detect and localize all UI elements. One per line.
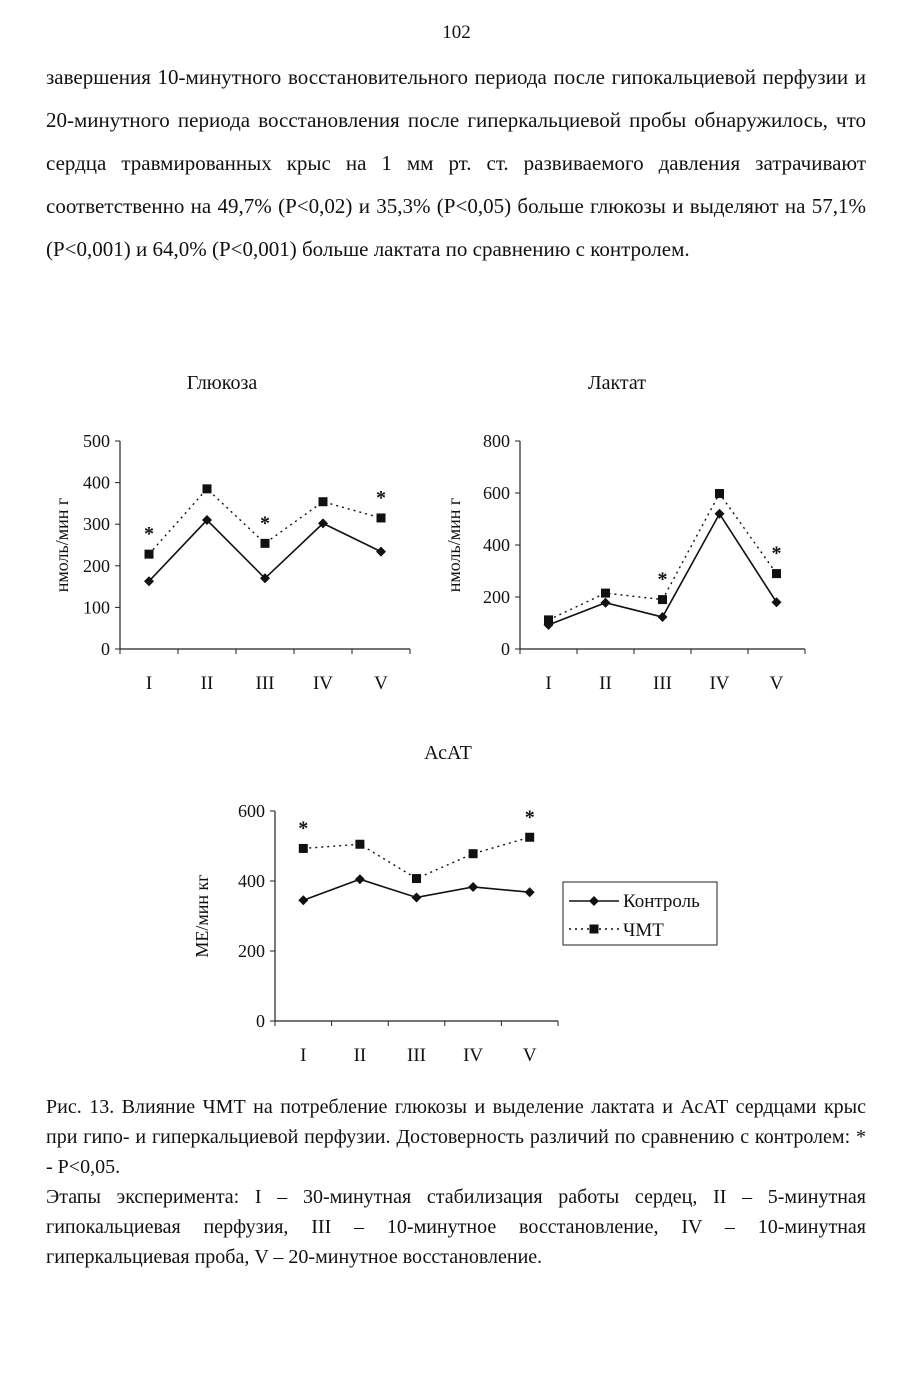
glucose-significance-mark: *	[376, 486, 386, 509]
glucose-y-tick-label: 0	[101, 639, 110, 659]
glucose-tbi-point	[261, 539, 270, 548]
lactate-y-axis-label: нмоль/мин г	[444, 497, 464, 593]
glucose-chart	[52, 431, 410, 694]
asat-tbi-point	[412, 874, 421, 883]
lactate-tbi-point	[658, 595, 667, 604]
glucose-significance-mark: *	[144, 523, 154, 546]
lactate-chart	[444, 431, 805, 694]
glucose-tbi-point	[145, 550, 154, 559]
asat-y-tick-label: 600	[238, 801, 265, 821]
glucose-significance-mark: *	[260, 512, 270, 535]
asat-control-point	[298, 895, 308, 905]
asat-tbi-point	[355, 840, 364, 849]
asat-tbi-point	[299, 844, 308, 853]
glucose-x-tick-label: III	[255, 673, 275, 694]
legend-tbi-marker	[590, 925, 599, 934]
caption-title: Рис. 13. Влияние ЧМТ на потребление глюкозы и выделение лактата и АсАТ сердцами крыс при гипо- и гиперкальциевой перфузии. Достоверность различий по сравнению с контролем: * - P<0,05.	[46, 1096, 866, 1178]
asat-chart	[192, 801, 717, 1066]
legend-control-label: Контроль	[623, 891, 700, 912]
asat-control-point	[355, 874, 365, 884]
asat-significance-mark: *	[524, 806, 535, 829]
asat-y-tick-label: 0	[256, 1011, 265, 1031]
chart-title-asat: АсАТ	[424, 742, 472, 764]
lactate-y-tick-label: 200	[483, 587, 510, 607]
glucose-y-tick-label: 300	[83, 514, 110, 535]
asat-x-tick-label: III	[407, 1045, 426, 1066]
asat-control-point	[468, 882, 478, 892]
glucose-y-tick-label: 400	[83, 472, 110, 493]
lactate-significance-mark: *	[771, 542, 782, 565]
lactate-y-tick-label: 600	[483, 483, 510, 503]
chart-title-lactate: Лактат	[588, 372, 646, 394]
asat-x-tick-label: II	[353, 1045, 367, 1066]
lactate-x-tick-label: II	[599, 673, 612, 694]
lactate-control-point	[601, 598, 611, 608]
glucose-control-point	[376, 547, 386, 557]
lactate-tbi-point	[544, 615, 553, 624]
asat-tbi-point	[469, 849, 478, 858]
asat-significance-mark: *	[298, 817, 309, 840]
asat-y-axis-label: МЕ/мин кг	[192, 874, 212, 958]
lactate-control-point	[658, 612, 668, 622]
lactate-x-tick-label: V	[769, 673, 784, 694]
chart-title-glucose: Глюкоза	[186, 372, 258, 394]
asat-x-tick-label: IV	[463, 1045, 484, 1066]
lactate-control-point	[772, 597, 782, 607]
glucose-y-tick-label: 500	[83, 431, 110, 451]
page-number: 102	[442, 22, 471, 43]
lactate-x-tick-label: I	[545, 673, 552, 694]
legend-tbi-label: ЧМТ	[623, 920, 664, 941]
asat-control-point	[412, 892, 422, 902]
glucose-tbi-point	[203, 484, 212, 493]
asat-y-tick-label: 400	[238, 871, 265, 891]
asat-y-tick-label: 200	[238, 941, 265, 961]
figure-caption	[46, 1092, 866, 1272]
glucose-tbi-point	[377, 513, 386, 522]
lactate-y-tick-label: 0	[501, 639, 510, 659]
body-paragraph: завершения 10-минутного восстановительного периода после гипокальциевой перфузии и 20-минутного периода восстановления после гиперкальциевой пробы обнаружилось, что сердца травмированных крыс на 1 мм рт. ст. развиваемого давления затрачивают соответственно на 49,7% (P<0,02) и 35,3% (P<0,05) больше глюкозы и выделяют на 57,1% (P<0,001) и 64,0% (P<0,001) больше лактата по сравнению с контролем.	[46, 65, 866, 261]
caption-stages: Этапы эксперимента: I – 30-минутная стабилизация работы сердец, II – 5-минутная гипокальциевая перфузия, III – 10-минутное восстановление, IV – 10-минутная гиперкальциевая проба, V – 20-минутное восстановление.	[46, 1186, 866, 1268]
glucose-y-tick-label: 100	[83, 597, 110, 618]
lactate-y-tick-label: 800	[483, 431, 510, 451]
asat-x-tick-label: I	[300, 1045, 307, 1066]
glucose-x-tick-label: V	[374, 673, 388, 694]
lactate-significance-mark: *	[657, 568, 668, 591]
lactate-tbi-point	[715, 489, 724, 498]
lactate-x-tick-label: III	[653, 673, 672, 694]
glucose-tbi-point	[319, 497, 328, 506]
asat-tbi-point	[525, 833, 534, 842]
glucose-y-axis-label: нмоль/мин г	[52, 497, 72, 593]
lactate-tbi-point	[601, 589, 610, 598]
glucose-y-tick-label: 200	[83, 555, 110, 576]
glucose-x-tick-label: I	[145, 673, 153, 694]
lactate-x-tick-label: IV	[709, 673, 730, 694]
lactate-tbi-point	[772, 569, 781, 578]
glucose-x-tick-label: II	[200, 673, 214, 694]
asat-series-line-tbi	[303, 837, 529, 878]
lactate-control-point	[715, 509, 725, 519]
asat-x-tick-label: V	[522, 1045, 537, 1066]
lactate-y-tick-label: 400	[483, 535, 510, 555]
glucose-x-tick-label: IV	[312, 673, 334, 694]
asat-control-point	[525, 887, 535, 897]
